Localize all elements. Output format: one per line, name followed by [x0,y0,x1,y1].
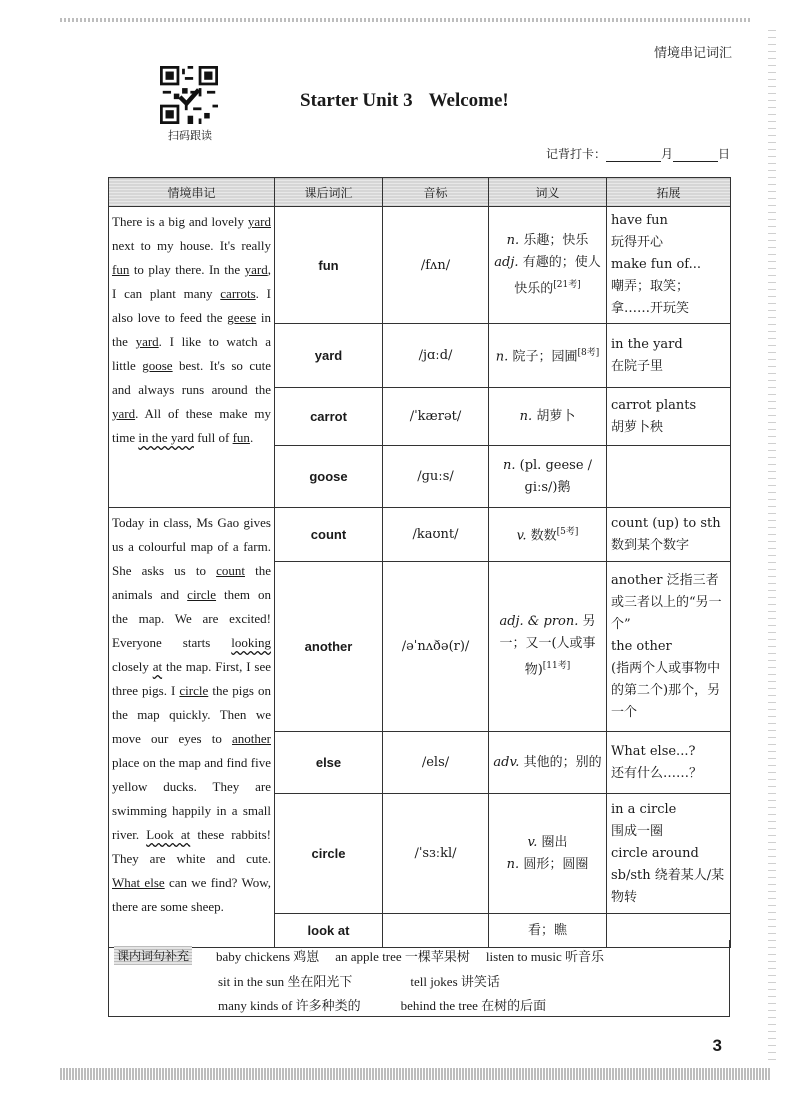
extension-line: in a circle [611,801,677,817]
vocab-word: else [275,732,383,794]
extension-cell [607,324,731,388]
supplement-phrase: tell jokes 讲笑话 [410,974,500,989]
supplement-phrase: behind the tree 在树的后面 [400,998,547,1013]
qr-caption: 扫码跟读 [168,129,212,142]
key-word: count [216,563,245,578]
vocab-word: fun [275,207,383,324]
extension-line: 玩得开心 [611,235,664,250]
meaning-line [492,832,603,854]
part-of-speech: adj. & pron. [499,614,579,630]
exam-frequency-badge: [8考] [577,348,600,359]
key-word: circle [187,587,217,602]
key-word: yard [247,214,271,229]
section-tag: 情境串记词汇 [653,46,732,61]
column-header: 音标 [383,178,489,207]
part-of-speech: v. [527,834,538,850]
exam-frequency-badge: [21考] [553,279,581,290]
meaning-cell [489,732,607,794]
part-of-speech: adj. [494,254,519,270]
meaning-line [492,920,603,942]
extension-line: 嘲弄；取笑；拿……开玩笑 [611,279,690,316]
page-title [300,90,509,112]
story-passage-cell [109,508,275,948]
extension-line: 在院子里 [611,358,664,374]
phonetic: /ˈkærət/ [383,388,489,446]
story-passage-cell [109,207,275,508]
phonetic: /kaʊnt/ [383,508,489,562]
meaning-text: 有趣的；使人快乐的 [514,254,601,297]
part-of-speech: v. [516,528,527,544]
meaning-cell [489,446,607,508]
vocab-word: count [275,508,383,562]
supplement-phrase: listen to music 听音乐 [485,949,605,964]
key-word: yard [135,334,159,349]
extension-line: make fun of... [611,257,702,272]
part-of-speech: n. [506,856,520,872]
phonetic: /els/ [383,732,489,794]
extension-cell [607,732,731,794]
supplement-label: 课内词句补充 [114,946,192,965]
extension-line: 胡萝卜秧 [611,419,664,435]
meaning-text: 乐趣；快乐 [523,232,589,248]
extension-line: (指两个人或事物中的第二个)那个，另一个 [611,660,721,720]
extension-line: What else...? [611,743,696,759]
extension-cell [607,562,731,732]
supplement-line [218,971,500,990]
vocab-word: carrot [275,388,383,446]
meaning-line [492,406,603,428]
key-word: fun [232,430,250,445]
exam-frequency-badge: [11考] [542,661,571,672]
part-of-speech: n. [502,457,516,473]
key-word: geese [227,310,257,325]
meaning-text: 胡萝卜 [536,408,576,424]
vocab-word: goose [275,446,383,508]
supplement-phrase: baby chickens 鸡崽 [216,949,320,964]
key-word: yard [244,262,268,277]
phonetic: /ɡuːs/ [383,446,489,508]
meaning-text: 另一；又一(人或事物) [499,614,596,678]
month-label: 月 [660,147,673,161]
table-row [109,207,731,324]
meaning-line [492,252,603,300]
key-word: goose [142,358,173,373]
story-passage: There is a big and lovely yard next to my house. It's really fun to play there. In the yard, I can plant many carrots. I also love to feed the geese in the yard. I like to watch a little goose best. It's so cute and always runs around the yard. All of these make my time in the yard full of fun. [112,214,271,445]
phonetic: /jɑːd/ [383,324,489,388]
meaning-text: 圈出 [541,834,568,850]
story-passage: Today in class, Ms Gao gives us a colourful map of a farm. She asks us to count the animals and circle them on the map. We are excited! Everyone starts looking closely at the map. First, I see three pigs. I circle the pigs on the map quickly. Then we move our eyes to another place on the map and find five yellow ducks. They are swimming happily in a small river. Look at these rabbits! They are white and cute. What else can we find? Wow, there are some sheep. [112,515,272,914]
key-word: carrots [220,286,256,301]
supplement-phrase: many kinds of 许多种类的 [218,998,361,1013]
extension-line: have fun [611,213,668,228]
extension-cell [607,794,731,914]
meaning-text: 看；瞧 [527,922,567,938]
meaning-text: 院子；园圃 [512,349,578,365]
meaning-line [492,611,603,681]
meaning-cell [489,207,607,324]
key-phrase: Look at [146,827,191,842]
extension-cell [607,446,731,508]
checkin-line [546,145,730,162]
meaning-text: 数数 [530,528,557,544]
right-margin-dots [768,30,776,1060]
checkin-label: 记背打卡： [545,147,606,161]
supplement-phrase: an apple tree 一棵苹果树 [335,949,470,964]
qr-code-icon[interactable] [160,66,218,124]
meaning-cell [489,794,607,914]
day-label: 日 [717,147,730,161]
phonetic: /fʌn/ [383,207,489,324]
phonetic: /əˈnʌðə(r)/ [383,562,489,732]
meaning-line [492,521,603,547]
meaning-cell [489,508,607,562]
extension-line: count (up) to sth [611,515,721,531]
extension-line: 数到某个数字 [611,537,690,553]
bottom-border-strip [60,1068,770,1080]
supplement-line [216,946,604,965]
month-blank[interactable] [606,149,661,162]
meaning-line [492,342,603,368]
key-phrase: looking [231,635,271,650]
extension-cell [607,207,731,324]
vocab-word: circle [275,794,383,914]
top-border-strip [60,18,750,22]
meaning-cell [489,562,607,732]
key-word: fun [112,262,130,277]
column-header: 词义 [489,178,607,207]
unit-name: Starter Unit 3 [300,90,413,111]
supplement-line [218,995,546,1014]
extension-cell [607,508,731,562]
extension-cell [607,388,731,446]
exam-frequency-badge: [5考] [556,527,579,538]
vocab-word: another [275,562,383,732]
vocab-word: look at [275,914,383,948]
extension-line: 围成一圈 [611,823,664,839]
meaning-cell [489,324,607,388]
vocabulary-table [108,177,731,948]
meaning-text: 圆形；圆圈 [523,856,589,872]
meaning-text: 其他的；别的 [523,754,602,770]
key-word: circle [179,683,209,698]
key-phrase: in the yard [138,430,194,445]
column-header: 情境串记 [109,178,275,207]
part-of-speech: n. [495,349,509,365]
meaning-text: (pl. geese /ɡiːs/)鹅 [519,457,593,495]
supplement-phrase: sit in the sun 坐在阳光下 [218,974,353,989]
part-of-speech: n. [506,232,520,248]
extension-line: in the yard [611,336,683,352]
extension-line: the other [611,638,672,654]
column-header: 课后词汇 [275,178,383,207]
table-header-row [109,178,731,207]
meaning-line [492,752,603,774]
meaning-line [492,854,603,876]
meaning-line [492,230,603,252]
table-row [109,508,731,562]
meaning-cell [489,388,607,446]
column-header: 拓展 [607,178,731,207]
phonetic: /ˈsɜːkl/ [383,794,489,914]
extension-line: circle around sb/sth 绕着某人/某物转 [611,845,725,905]
part-of-speech: n. [519,408,533,424]
part-of-speech: adv. [493,754,520,770]
key-phrase: at [152,659,163,674]
page-number: 3 [712,1036,722,1055]
unit-subtitle: Welcome! [428,90,509,111]
key-word: another [232,731,271,746]
extension-line: another 泛指三者或三者以上的“另一个” [611,572,722,632]
day-blank[interactable] [673,149,718,162]
vocab-word: yard [275,324,383,388]
key-word: What else [112,875,165,890]
extension-line: carrot plants [611,397,697,413]
key-word: yard [112,406,136,421]
meaning-line [492,455,603,499]
extension-line: 还有什么……？ [611,765,703,781]
